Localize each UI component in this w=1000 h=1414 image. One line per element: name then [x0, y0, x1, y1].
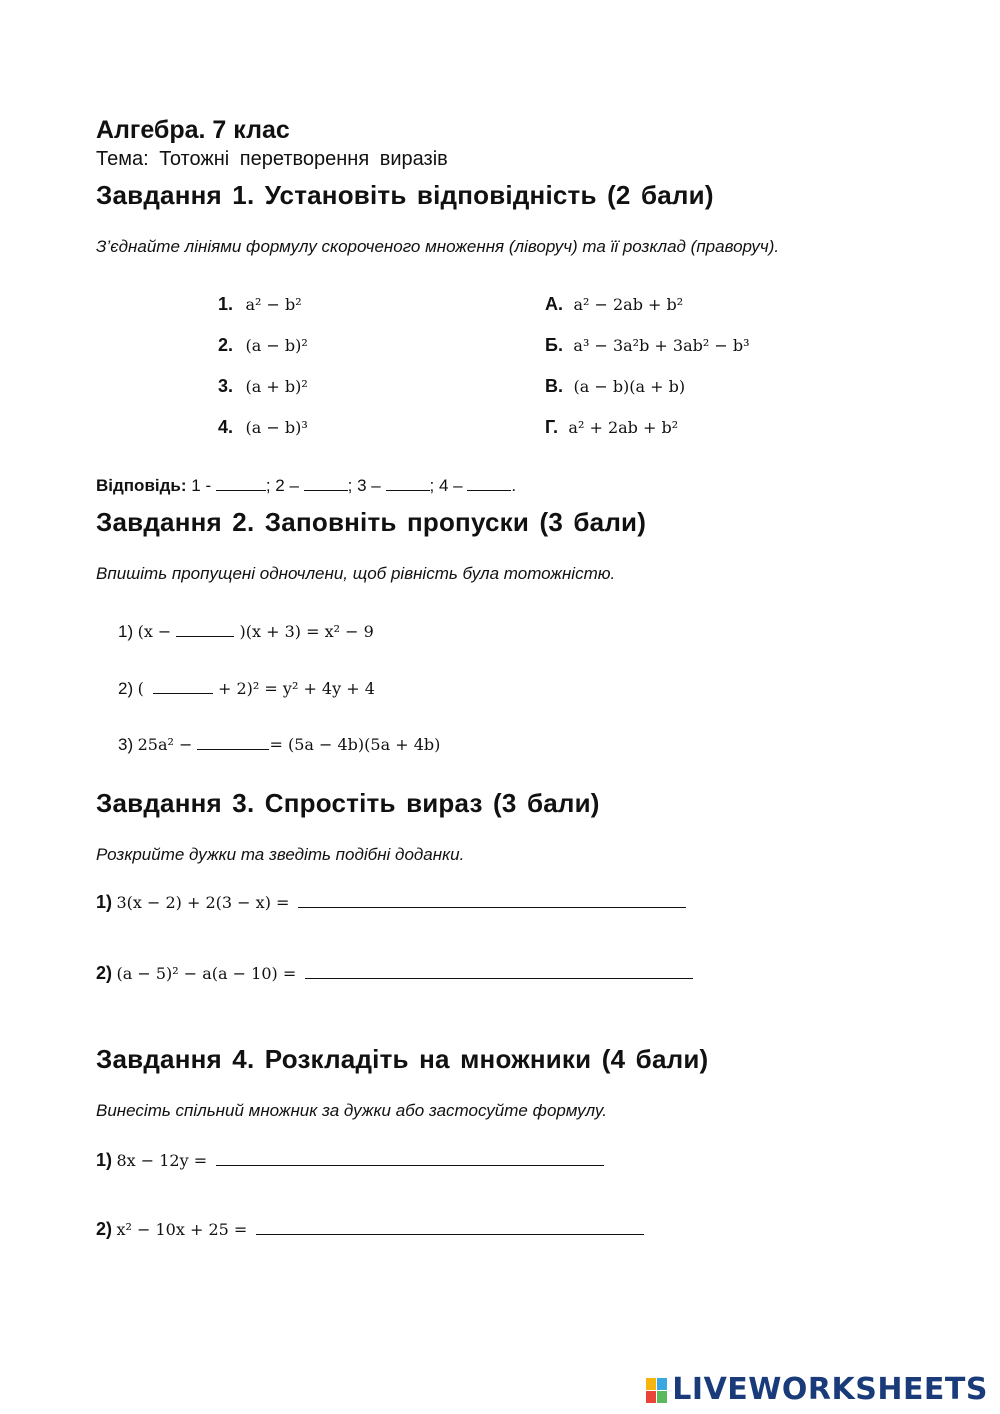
item-label: 4.	[218, 417, 234, 437]
expr-after: = (5a − 4b)(5a + 4b)	[269, 735, 441, 754]
item-label: 2)	[96, 963, 113, 983]
answer-end: .	[511, 476, 517, 495]
item-label: А.	[545, 294, 563, 314]
task1-answer-line	[96, 476, 516, 496]
fill-blank[interactable]	[153, 679, 213, 694]
task1-left-item-3	[218, 376, 308, 397]
answer-blank-2[interactable]	[304, 476, 348, 491]
task3-item-1	[96, 892, 686, 913]
item-label: В.	[545, 376, 563, 396]
formula: x² − 10x + 25 =	[116, 1220, 248, 1239]
task4-title: Завдання 4. Розкладіть на множники (4 бали)	[96, 1044, 709, 1074]
brand-name: LIVEWORKSHEETS	[672, 1372, 988, 1407]
formula: 3(x − 2) + 2(3 − x) =	[116, 893, 290, 912]
formula: (a − 5)² − a(a − 10) =	[116, 964, 297, 983]
answer-label: Відповідь:	[96, 476, 187, 495]
task2-item-3	[118, 735, 440, 755]
item-label: 1)	[96, 892, 113, 912]
item-label: 2)	[118, 679, 134, 698]
task1-right-item-a	[545, 294, 683, 315]
formula: (a + b)²	[245, 377, 308, 396]
task3-item-2	[96, 963, 693, 984]
expr-before: 25a² −	[137, 735, 198, 754]
task1-title: Завдання 1. Установіть відповідність (2 бали)	[96, 180, 714, 210]
task3-title: Завдання 3. Спростіть вираз (3 бали)	[96, 788, 600, 818]
expr-before: (x −	[137, 622, 177, 641]
task4-instruction: Винесіть спільний множник за дужки або застосуйте формулу.	[96, 1101, 607, 1120]
item-label: 1.	[218, 294, 234, 314]
item-label: Г.	[545, 417, 558, 437]
answer-blank-4[interactable]	[467, 476, 511, 491]
expr-after: )(x + 3) = x² − 9	[234, 622, 374, 641]
formula: (a − b)(a + b)	[573, 377, 686, 396]
formula: (a − b)³	[245, 418, 308, 437]
liveworksheets-logo	[646, 1372, 988, 1407]
task1-right-item-b	[545, 335, 750, 356]
logo-grid-icon	[646, 1378, 668, 1404]
answer-blank-3[interactable]	[386, 476, 430, 491]
fill-blank[interactable]	[176, 622, 234, 637]
item-label: 3)	[118, 735, 134, 754]
page-title: Алгебра. 7 клас	[96, 116, 290, 144]
task2-item-2	[118, 679, 375, 699]
task3-instruction: Розкрийте дужки та зведіть подібні доданки.	[96, 845, 465, 864]
item-label: 3.	[218, 376, 234, 396]
item-label: 1)	[118, 622, 134, 641]
task1-instruction: З’єднайте лініями формулу скороченого множення (ліворуч) та її розклад (праворуч).	[96, 237, 780, 256]
answer-prefix-3: ; 3 –	[347, 476, 381, 495]
item-label: 2)	[96, 1219, 113, 1239]
item-label: 2.	[218, 335, 234, 355]
answer-prefix-1: 1 -	[191, 476, 212, 495]
task1-left-item-2	[218, 335, 308, 356]
answer-blank[interactable]	[256, 1220, 644, 1235]
formula: 8x − 12y =	[116, 1151, 208, 1170]
answer-blank-1[interactable]	[216, 476, 266, 491]
fill-blank[interactable]	[197, 735, 269, 750]
formula: a² − b²	[245, 295, 302, 314]
task4-item-2	[96, 1219, 644, 1240]
answer-prefix-2: ; 2 –	[265, 476, 299, 495]
topic-line: Тема: Тотожні перетворення виразів	[96, 148, 448, 170]
task1-right-item-v	[545, 376, 685, 397]
task4-item-1	[96, 1150, 604, 1171]
item-label: Б.	[545, 335, 563, 355]
task1-left-item-4	[218, 417, 308, 438]
task2-title: Завдання 2. Заповніть пропуски (3 бали)	[96, 507, 647, 537]
formula: a³ − 3a²b + 3ab² − b³	[573, 336, 750, 355]
answer-blank[interactable]	[298, 893, 686, 908]
formula: (a − b)²	[245, 336, 308, 355]
answer-blank[interactable]	[216, 1151, 604, 1166]
expr-after: + 2)² = y² + 4y + 4	[212, 679, 375, 698]
item-label: 1)	[96, 1150, 113, 1170]
formula: a² − 2ab + b²	[573, 295, 684, 314]
answer-prefix-4: ; 4 –	[429, 476, 463, 495]
answer-blank[interactable]	[305, 964, 693, 979]
task2-instruction: Впишіть пропущені одночлени, щоб рівність була тотожністю.	[96, 564, 616, 583]
task2-item-1	[118, 622, 374, 642]
task1-right-item-g	[545, 417, 678, 438]
task1-left-item-1	[218, 294, 302, 315]
formula: a² + 2ab + b²	[568, 418, 679, 437]
expr-before: (	[137, 679, 149, 698]
